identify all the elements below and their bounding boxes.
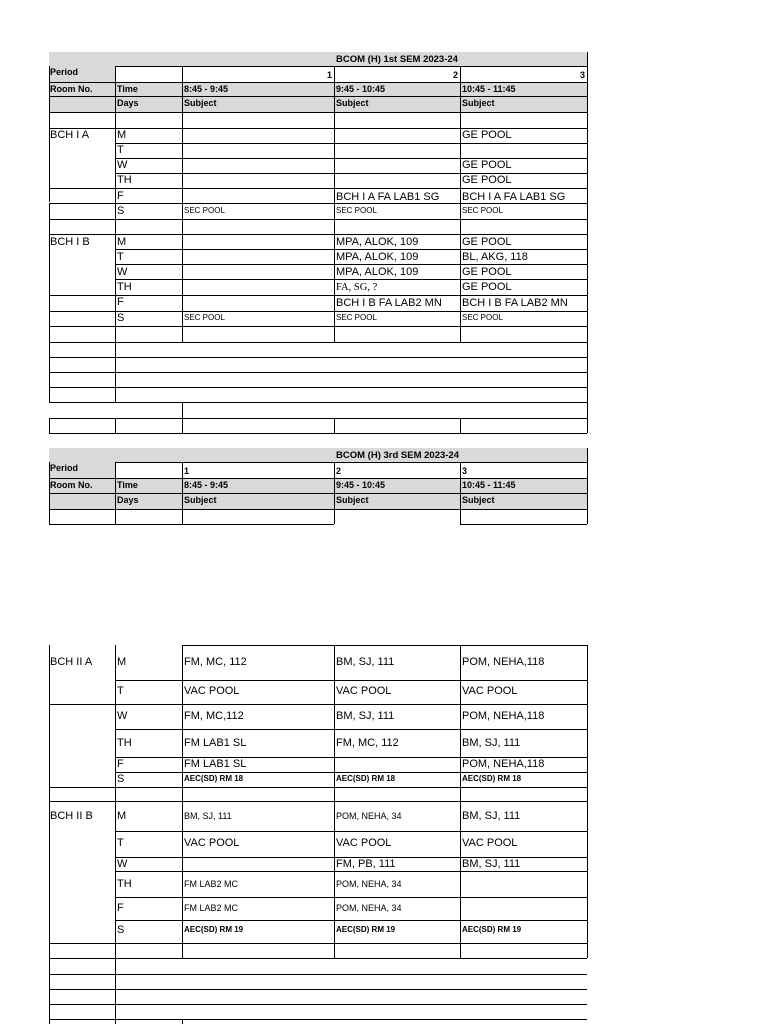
subject-cell: VAC POOL — [336, 685, 392, 697]
subject-cell: AEC(SD) RM 18 — [462, 774, 522, 783]
sem3-subject-label-2: Subject — [336, 495, 369, 505]
subject-cell: SEC POOL — [462, 206, 503, 215]
subject-cell: BCH I A FA LAB1 SG — [336, 191, 440, 203]
sem1-subject-label-3: Subject — [462, 98, 495, 108]
subject-cell: BL, AKG, 118 — [462, 251, 528, 263]
subject-cell: FM LAB2 MC — [184, 903, 239, 913]
day-cell: T — [117, 685, 124, 697]
subject-cell: GE POOL — [462, 266, 512, 278]
subject-cell: FM, MC, 112 — [184, 656, 247, 668]
subject-cell: SEC POOL — [336, 206, 377, 215]
subject-cell: FM LAB1 SL — [184, 737, 247, 749]
subject-cell: MPA, ALOK, 109 — [336, 251, 419, 263]
sem3-days-label: Days — [117, 495, 139, 505]
sem1-time-label: Time — [117, 84, 138, 94]
subject-cell: POM, NEHA,118 — [462, 710, 545, 722]
sem3-period-label: Period — [50, 463, 79, 473]
sem3-time-3: 10:45 - 11:45 — [462, 480, 516, 490]
day-cell: TH — [117, 281, 132, 293]
sem3-section-name: BCH II B — [50, 810, 93, 822]
subject-cell: POM, NEHA, 34 — [336, 811, 402, 821]
subject-cell: AEC(SD) RM 19 — [336, 925, 396, 934]
day-cell: F — [117, 902, 124, 914]
sem1-time-3: 10:45 - 11:45 — [462, 84, 516, 94]
day-cell: TH — [117, 174, 132, 186]
day-cell: F — [117, 758, 124, 770]
sem3-section-name: BCH II A — [50, 656, 93, 668]
subject-cell: MPA, ALOK, 109 — [336, 236, 419, 248]
sem1-days-label: Days — [117, 98, 139, 108]
day-cell: M — [117, 656, 127, 668]
day-cell: S — [117, 205, 125, 217]
subject-cell: AEC(SD) RM 18 — [336, 774, 396, 783]
subject-cell: FM LAB2 MC — [184, 879, 239, 889]
sem3-period-2: 2 — [336, 466, 342, 476]
day-cell: TH — [117, 878, 132, 890]
subject-cell: BM, SJ, 111 — [184, 811, 232, 821]
subject-cell: VAC POOL — [462, 685, 518, 697]
day-cell: F — [117, 296, 124, 308]
sem1-title-fill — [49, 52, 587, 66]
subject-cell: GE POOL — [462, 129, 512, 141]
subject-cell: FA, SG, ? — [336, 282, 378, 293]
sem3-period-3: 3 — [462, 466, 468, 476]
day-cell: M — [117, 810, 127, 822]
day-cell: T — [117, 837, 124, 849]
sem1-time-2: 9:45 - 10:45 — [336, 84, 386, 94]
subject-cell: MPA, ALOK, 109 — [336, 266, 419, 278]
sem3-time-label: Time — [117, 480, 138, 490]
sem3-time-2: 9:45 - 10:45 — [336, 480, 386, 490]
day-cell: W — [117, 710, 128, 722]
sem1-title: BCOM (H) 1st SEM 2023-24 — [336, 54, 458, 65]
day-cell: S — [117, 312, 125, 324]
subject-cell: VAC POOL — [462, 837, 518, 849]
subject-cell: FM, PB, 111 — [336, 858, 396, 870]
sem3-title: BCOM (H) 3rd SEM 2023-24 — [336, 450, 460, 461]
sem1-period-label: Period — [50, 67, 79, 77]
sem3-room-label: Room No. — [50, 480, 93, 490]
subject-cell: VAC POOL — [184, 837, 240, 849]
day-cell: W — [117, 858, 128, 870]
sem1-period-2: 2 — [452, 70, 458, 80]
subject-cell: BCH I B FA LAB2 MN — [336, 297, 442, 309]
subject-cell: FM, MC,112 — [184, 710, 244, 722]
subject-cell: GE POOL — [462, 174, 512, 186]
sem3-period-1: 1 — [184, 466, 190, 476]
subject-cell: BCH I B FA LAB2 MN — [462, 297, 568, 309]
day-cell: S — [117, 924, 125, 936]
sem1-period-3: 3 — [579, 70, 585, 80]
sem1-room-label: Room No. — [50, 84, 93, 94]
subject-cell: BM, SJ, 111 — [336, 656, 395, 668]
subject-cell: FM, MC, 112 — [336, 737, 399, 749]
subject-cell: BCH I A FA LAB1 SG — [462, 191, 566, 203]
day-cell: S — [117, 773, 125, 785]
subject-cell: POM, NEHA, 34 — [336, 879, 402, 889]
subject-cell: AEC(SD) RM 18 — [184, 774, 244, 783]
sem1-section-name: BCH I B — [50, 236, 90, 248]
subject-cell: GE POOL — [462, 281, 512, 293]
day-cell: W — [117, 159, 128, 171]
subject-cell: GE POOL — [462, 159, 512, 171]
subject-cell: SEC POOL — [462, 313, 503, 322]
sem3-time-1: 8:45 - 9:45 — [184, 480, 229, 490]
subject-cell: SEC POOL — [336, 313, 377, 322]
subject-cell: FM LAB1 SL — [184, 758, 247, 770]
subject-cell: SEC POOL — [184, 313, 225, 322]
subject-cell: VAC POOL — [336, 837, 392, 849]
sem3-subject-label-1: Subject — [184, 495, 217, 505]
subject-cell: SEC POOL — [184, 206, 225, 215]
subject-cell: POM, NEHA, 34 — [336, 903, 402, 913]
day-cell: W — [117, 266, 128, 278]
day-cell: T — [117, 144, 124, 156]
sem1-section-name: BCH I A — [50, 129, 90, 141]
subject-cell: AEC(SD) RM 19 — [184, 925, 244, 934]
subject-cell: POM, NEHA,118 — [462, 656, 545, 668]
subject-cell: GE POOL — [462, 236, 512, 248]
sem1-subject-label-2: Subject — [336, 98, 369, 108]
sem1-subject-label-1: Subject — [184, 98, 217, 108]
day-cell: M — [117, 129, 127, 141]
day-cell: TH — [117, 737, 132, 749]
sem3-subject-label-3: Subject — [462, 495, 495, 505]
sem1-time-1: 8:45 - 9:45 — [184, 84, 229, 94]
subject-cell: VAC POOL — [184, 685, 240, 697]
day-cell: M — [117, 236, 127, 248]
subject-cell: BM, SJ, 111 — [462, 810, 521, 822]
day-cell: F — [117, 190, 124, 202]
sem3-title-fill — [49, 448, 587, 462]
subject-cell: POM, NEHA,118 — [462, 758, 545, 770]
subject-cell: BM, SJ, 111 — [462, 858, 521, 870]
subject-cell: BM, SJ, 111 — [336, 710, 395, 722]
sem1-period-1: 1 — [326, 70, 332, 80]
subject-cell: BM, SJ, 111 — [462, 737, 521, 749]
day-cell: T — [117, 251, 124, 263]
subject-cell: AEC(SD) RM 19 — [462, 925, 522, 934]
